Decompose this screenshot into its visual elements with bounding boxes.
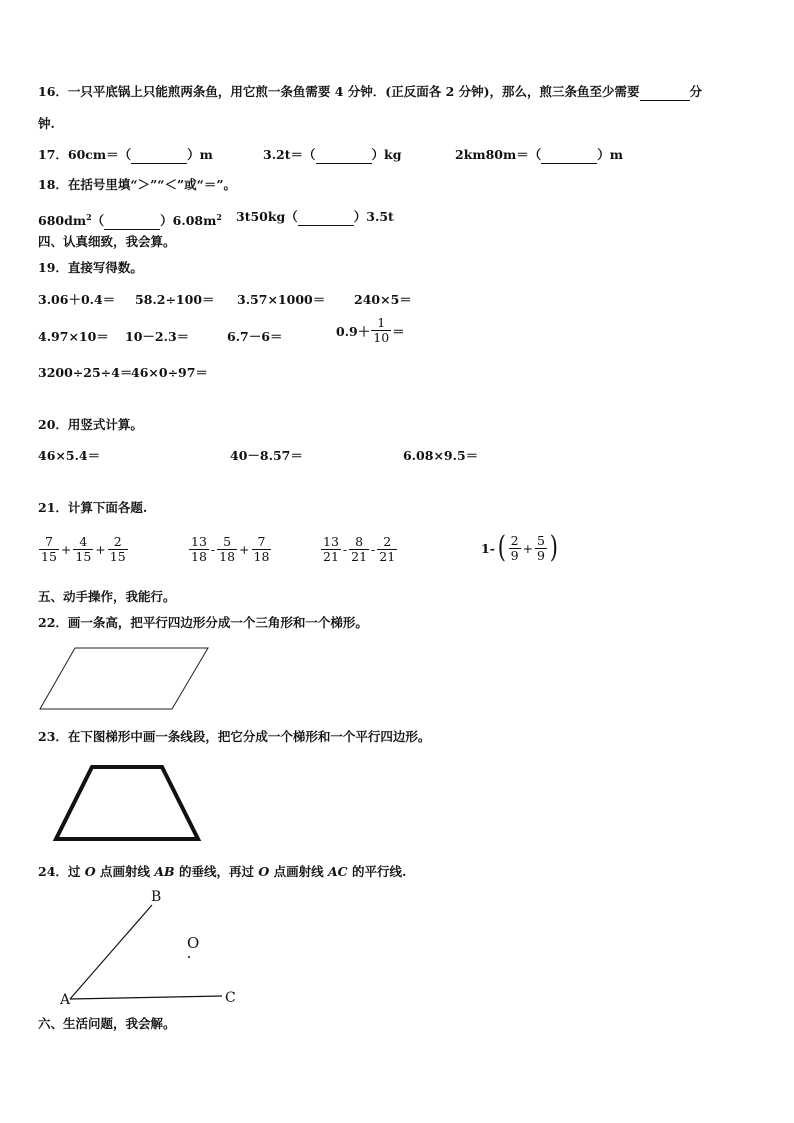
q19-frac-prefix: 0.9＋ <box>336 323 371 339</box>
q19-frac-den: 10 <box>373 330 390 345</box>
q18-item1-paren: （ <box>91 213 105 229</box>
q19-frac-num: 1 <box>377 315 386 330</box>
q19-row2-item3: 6.7－6＝ <box>227 329 283 344</box>
frac-den: 15 <box>41 549 57 564</box>
q17-item2-unit: ）kg <box>371 147 402 162</box>
q21-e1-op2: + <box>95 542 106 557</box>
q21-e2-op2: + <box>239 542 250 557</box>
q21-e2-op1: - <box>210 542 216 557</box>
q21-e4-prefix: 1- <box>481 540 495 556</box>
q24-text-1: 24．过 <box>38 864 85 879</box>
q24-ray-ab: AB <box>154 864 175 879</box>
q17-item2-text: 3.2t＝（ <box>263 147 316 162</box>
q24-text-3: 的垂线，再过 <box>174 864 259 879</box>
q19-row1-item4: 240×5＝ <box>354 292 412 307</box>
frac-num: 2 <box>383 534 392 549</box>
q22-title: 22．画一条高，把平行四边形分成一个三角形和一个梯形。 <box>38 615 368 630</box>
q19-row1-item3: 3.57×1000＝ <box>237 292 326 307</box>
q16-unit: 分 <box>689 84 703 99</box>
q19-row1-item2: 58.2÷100＝ <box>135 292 215 307</box>
q24-point-o: O <box>84 864 96 879</box>
frac-den: 18 <box>219 549 236 564</box>
frac-num: 4 <box>79 534 88 549</box>
q19-row3-item2: 46×0÷97＝ <box>131 365 208 380</box>
q17-item1-text: 17．60cm＝（ <box>38 147 132 162</box>
q18-item1-sup: 2 <box>86 212 92 222</box>
q16-line2: 钟. <box>38 116 55 131</box>
q24-text-2: 点画射线 <box>95 864 155 879</box>
frac-num: 13 <box>191 534 207 549</box>
point-o-dot <box>188 956 190 958</box>
right-paren: ) <box>549 530 558 565</box>
q20-title: 20．用竖式计算。 <box>38 417 143 432</box>
q18-item1-text2: ）6.08m <box>160 213 217 229</box>
frac-den: 15 <box>75 549 92 564</box>
section5-heading: 五、动手操作，我能行。 <box>38 589 176 604</box>
frac-den: 21 <box>323 549 339 564</box>
q24-point-o2: O <box>258 864 270 879</box>
frac-num: 5 <box>223 534 232 549</box>
frac-den: 21 <box>379 549 396 564</box>
q21-e4-op1: + <box>522 540 534 556</box>
q21-e1-op1: + <box>60 542 72 557</box>
q24-ray-ac: AC <box>327 864 348 879</box>
label-b: B <box>151 889 162 905</box>
q17-item3-text: 2km80m＝（ <box>455 147 542 162</box>
frac-num: 2 <box>113 534 122 549</box>
q20-item2: 40－8.57＝ <box>230 448 303 463</box>
q21-e3-op2: - <box>371 542 376 557</box>
q18-item2-unit: ）3.5t <box>353 209 394 224</box>
q20-item3: 6.08×9.5＝ <box>403 448 479 463</box>
q23-title: 23．在下图梯形中画一条线段，把它分成一个梯形和一个平行四边形。 <box>38 729 431 744</box>
q18-item2-text: 3t50kg（ <box>236 209 298 224</box>
section4-heading: 四、认真细致，我会算。 <box>38 234 176 249</box>
q21-title: 21．计算下面各题. <box>38 500 148 515</box>
frac-den: 9 <box>510 547 519 563</box>
q17-item1-unit: ）m <box>187 147 213 162</box>
frac-den: 18 <box>191 549 207 564</box>
frac-num: 2 <box>510 532 519 548</box>
ray-ab <box>70 905 152 999</box>
label-o: O <box>187 934 200 952</box>
frac-num: 5 <box>537 532 545 548</box>
frac-den: 21 <box>351 549 368 564</box>
q17-item3-unit: ）m <box>597 147 623 162</box>
left-paren: ( <box>497 530 506 565</box>
frac-num: 13 <box>323 534 339 549</box>
q18-item1-text: 680dm <box>38 213 87 229</box>
ray-ac <box>70 996 222 999</box>
label-a: A <box>60 992 71 1008</box>
frac-num: 8 <box>355 534 364 549</box>
frac-num: 7 <box>257 534 266 549</box>
q19-row2-item2: 10－2.3＝ <box>125 329 190 344</box>
q19-row3-item1: 3200÷25÷4＝ <box>38 365 133 380</box>
frac-den: 18 <box>253 549 270 564</box>
frac-num: 7 <box>44 534 53 549</box>
q18-item1-sup2: 2 <box>216 212 222 222</box>
q24-text-4: 点画射线 <box>269 864 328 879</box>
frac-den: 9 <box>537 547 545 563</box>
q19-title: 19．直接写得数。 <box>38 260 143 275</box>
section6-heading: 六、生活问题，我会解。 <box>38 1016 176 1031</box>
label-c: C <box>225 990 236 1006</box>
q19-row1-item1: 3.06＋0.4＝ <box>38 292 116 307</box>
q20-item1: 46×5.4＝ <box>38 448 101 463</box>
q19-row2-item1: 4.97×10＝ <box>38 329 109 344</box>
q19-frac-suffix: ＝ <box>392 323 405 339</box>
q18-title: 18．在括号里填“＞”“＜”或“＝”。 <box>38 177 237 192</box>
q24-text-5: 的平行线. <box>347 864 407 879</box>
q21-e3-op1: - <box>342 542 348 557</box>
q16-text: 16．一只平底锅上只能煎两条鱼，用它煎一条鱼需要 4 分钟．(正反面各 2 分钟)，那么，煎三条鱼至少需要 <box>38 84 640 99</box>
frac-den: 15 <box>109 549 126 564</box>
